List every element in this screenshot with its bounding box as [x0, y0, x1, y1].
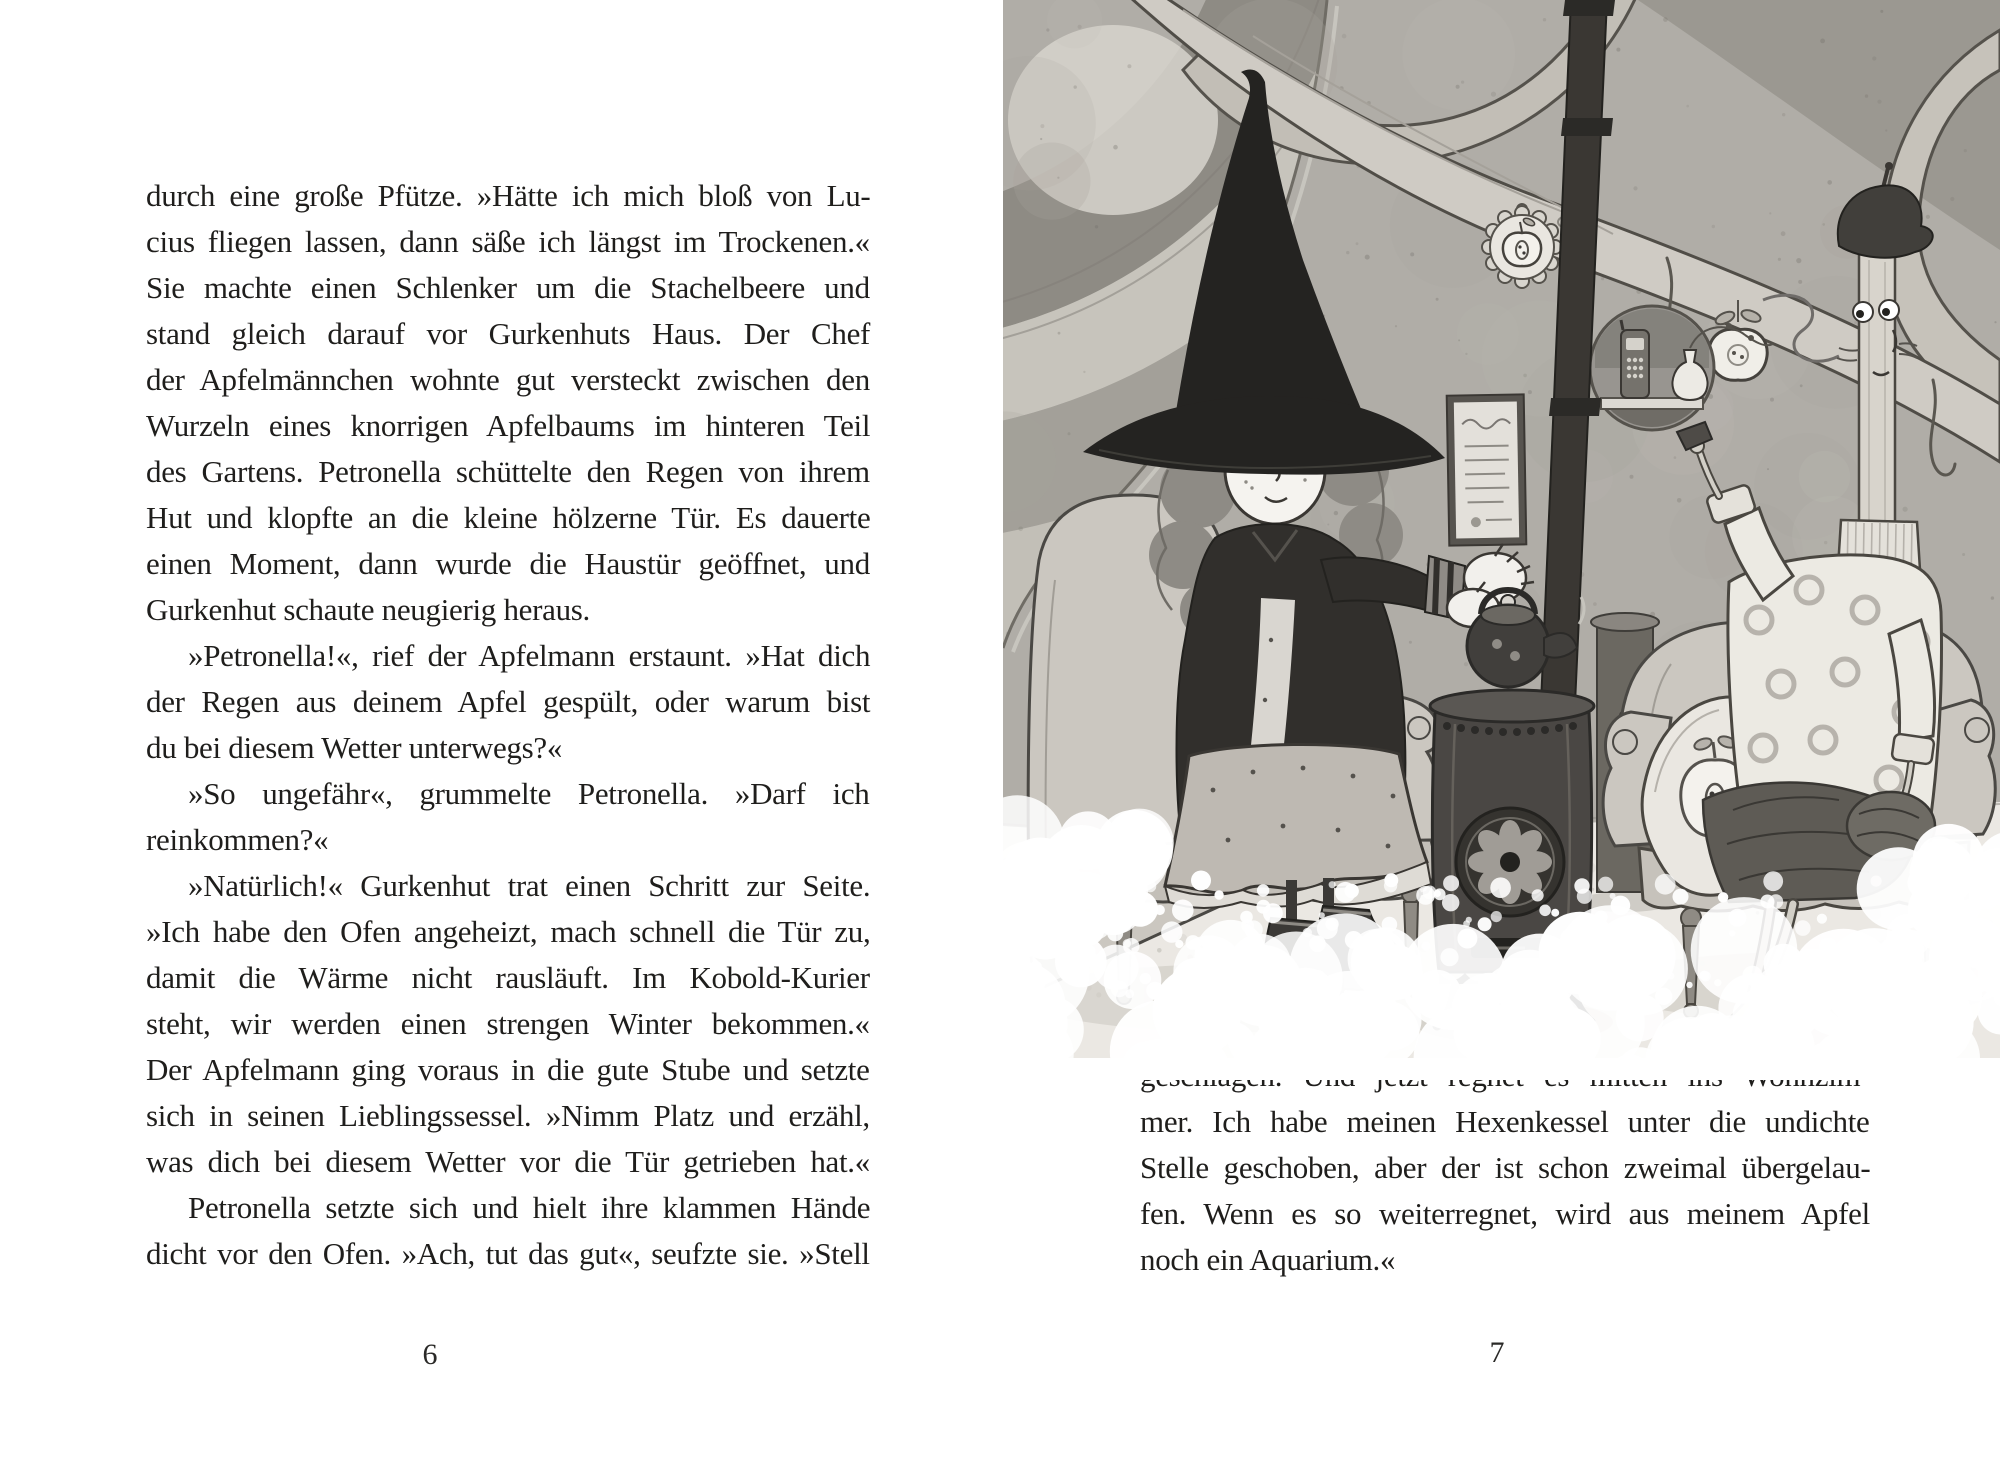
text-line: fen. Wenn es so weiterregnet, wird aus meinem Apfel	[1140, 1196, 1870, 1231]
text-line: »Natürlich!« Gurkenhut trat einen Schritt zur Seite.	[188, 868, 871, 903]
text-line: damit die Wärme nicht rausläuft. Im Kobold-Kurier	[146, 960, 870, 995]
witch-skirt	[1165, 744, 1427, 893]
text-line: der Regen aus deinem Apfel gespült, oder warum bist	[146, 684, 871, 719]
text-line: sich in seinen Lieblingssessel. »Nimm Platz und erzähl,	[146, 1098, 870, 1133]
text-line: Stelle geschoben, aber der ist schon zweimal übergelau-	[1140, 1150, 1871, 1185]
illustration	[1003, 0, 2000, 1080]
text-line: Gurkenhut schaute neugierig heraus.	[146, 592, 591, 627]
text-line: was dich bei diesem Wetter vor die Tür getrieben hat.«	[146, 1144, 870, 1179]
text-line: Der Apfelmann ging voraus in die gute Stube und setzte	[146, 1052, 870, 1087]
page-number-right: 7	[1489, 1336, 1505, 1369]
text-line: stand gleich darauf vor Gurkenhuts Haus. Der Chef	[146, 316, 871, 351]
text-line: Sie machte einen Schlenker um die Stachelbeere und	[146, 270, 870, 305]
text-line: noch ein Aquarium.«	[1140, 1242, 1396, 1277]
telephone	[1621, 320, 1649, 398]
text-line: Petronella setzte sich und hielt ihre klammen Hände	[188, 1190, 871, 1225]
text-line: mer. Ich habe meinen Hexenkessel unter die undichte	[1140, 1104, 1870, 1139]
text-line: der Apfelmännchen wohnte gut versteckt zwischen den	[146, 362, 870, 397]
text-line: einen Moment, dann wurde die Haustür geöffnet, und	[146, 546, 870, 581]
text-line: Wurzeln eines knorrigen Apfelbaums im hinteren Teil	[146, 408, 871, 443]
page-number-left: 6	[422, 1338, 438, 1371]
left-page-text-block	[146, 173, 870, 1277]
text-line: »Petronella!«, rief der Apfelmann erstaunt. »Hat dich	[188, 638, 871, 673]
stove-flower-vent	[1456, 808, 1564, 916]
text-line: steht, wir werden einen strengen Winter bekommen.«	[146, 1006, 870, 1041]
text-line: »So ungefähr«, grummelte Petronella. »Darf ich	[188, 776, 870, 811]
text-line: des Gartens. Petronella schüttelte den Regen von ihrem	[146, 454, 870, 489]
text-line: reinkommen?«	[146, 822, 329, 857]
text-line: »Ich habe den Ofen angeheizt, mach schnell die Tür zu,	[146, 914, 871, 949]
text-line: durch eine große Pfütze. »Hätte ich mich bloß von Lu-	[146, 178, 871, 213]
cucumber-neck	[1859, 247, 1895, 553]
text-line: cius fliegen lassen, dann säße ich längst im Trockenen.«	[146, 224, 870, 259]
certificate-frame	[1447, 394, 1527, 545]
text-line: Hut und klopfte an die kleine hölzerne Tür. Es dauerte	[146, 500, 871, 535]
text-line: dicht vor den Ofen. »Ach, tut das gut«, seufzte sie. »Stell	[146, 1236, 870, 1271]
text-line: du bei diesem Wetter unterwegs?«	[146, 730, 563, 765]
